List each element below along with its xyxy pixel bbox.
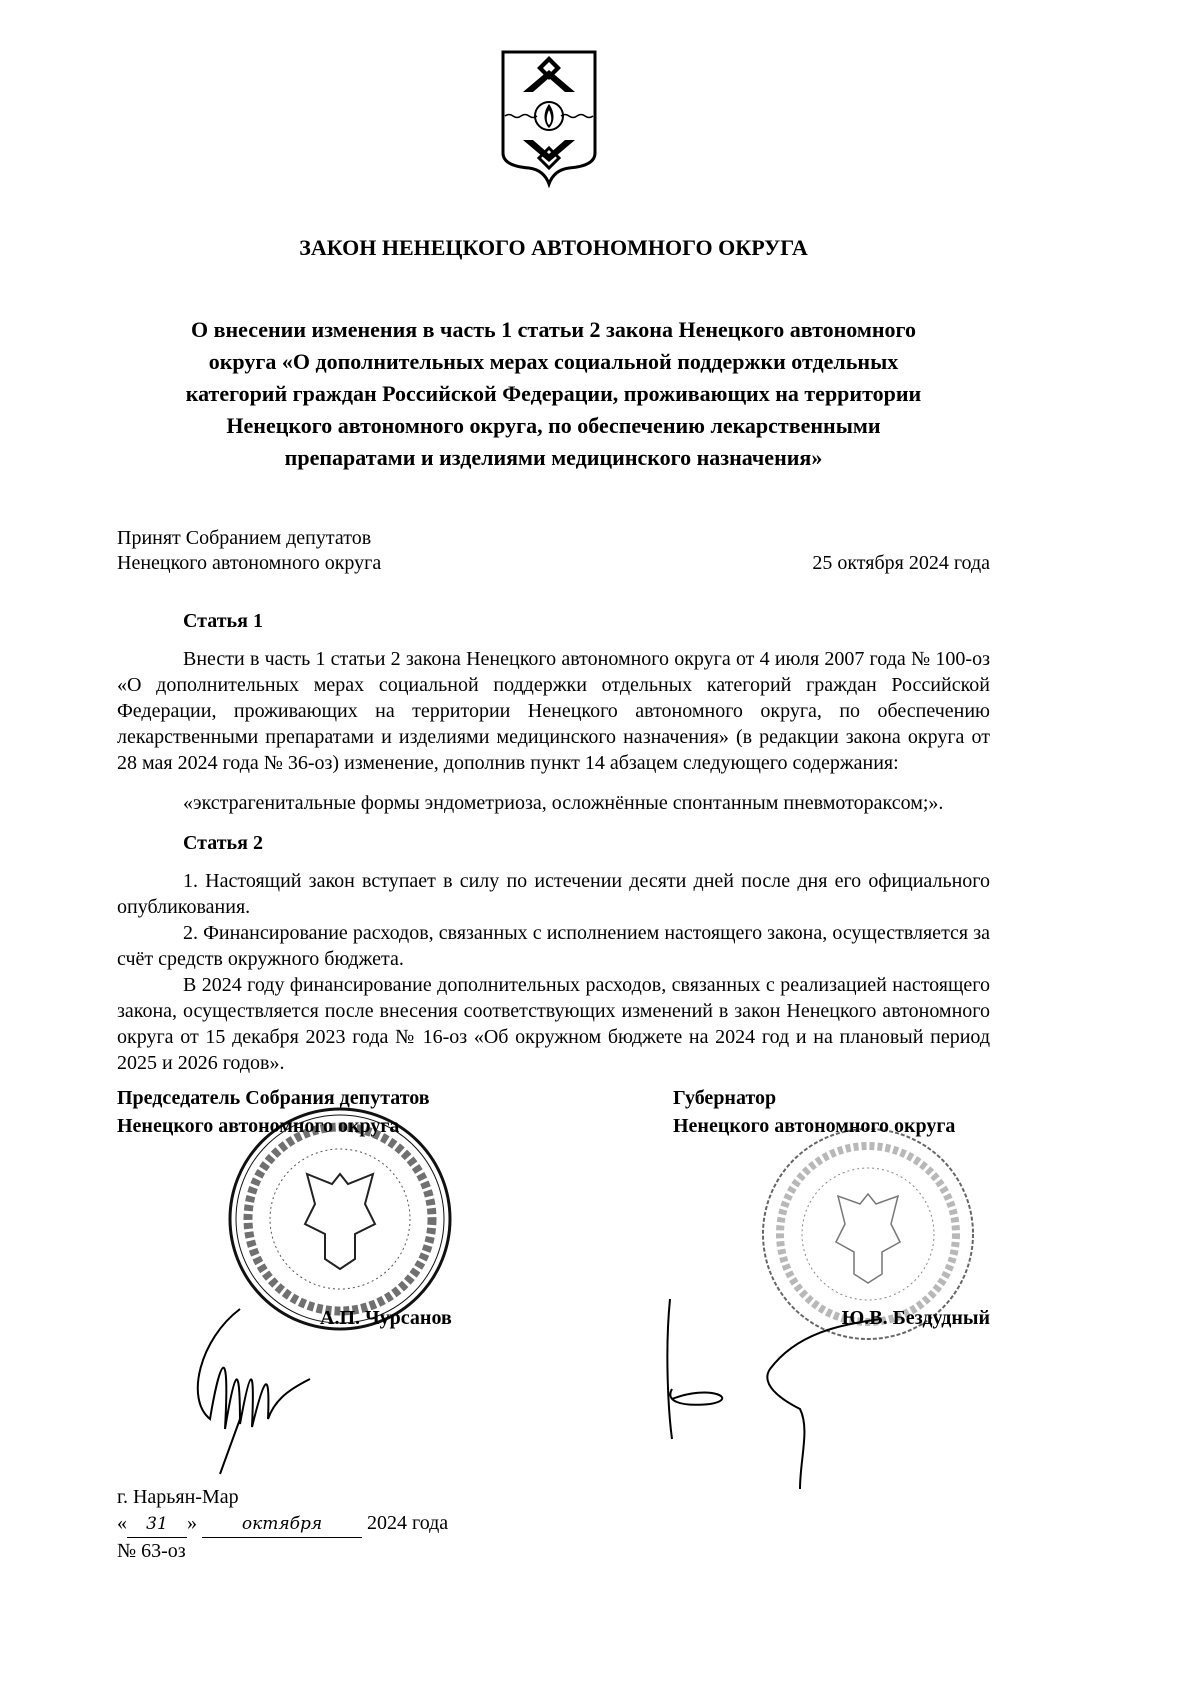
signatures-area — [117, 1084, 990, 1414]
city: г. Нарьян-Мар — [117, 1486, 239, 1508]
adoption-info — [117, 526, 990, 576]
article-2-heading: Статья 2 — [183, 832, 263, 854]
subtitle-line: Ненецкого автономного округа, по обеспечению лекарственными — [226, 413, 881, 438]
article-1-quote: «экстрагенитальные формы эндометриоза, осложнённые спонтанным пневмотораксом;». — [183, 792, 944, 814]
adoption-date: 25 октября 2024 года — [812, 552, 990, 574]
signatory-title-line: Председатель Собрания депутатов — [117, 1087, 430, 1109]
document-body — [117, 0, 990, 1564]
adoption-line: Ненецкого автономного округа — [117, 552, 382, 574]
subtitle-line: категорий граждан Российской Федерации, проживающих на территории — [185, 381, 922, 406]
signatory-title-line: Ненецкого автономного округа — [117, 1115, 400, 1137]
left-signatory-title — [117, 1084, 430, 1140]
coat-of-arms-emblem — [499, 48, 599, 188]
article-2-paragraph: 1. Настоящий закон вступает в силу по истечении десяти дней после дня его официального опубликования. — [117, 870, 990, 918]
subtitle-line: О внесении изменения в часть 1 статьи 2 закона Ненецкого автономного — [191, 317, 916, 342]
handwritten-day: 31 — [127, 1511, 187, 1538]
right-signatory-name: Ю.В. Бездудный — [841, 1307, 990, 1329]
adoption-line: Принят Собранием депутатов — [117, 527, 372, 549]
adoption-body — [117, 526, 381, 576]
subtitle-line: препаратами и изделиями медицинского назначения» — [284, 445, 823, 470]
article-1-heading: Статья 1 — [183, 610, 263, 632]
signing-place-date — [117, 1484, 990, 1564]
article-2-text — [117, 868, 990, 1076]
emblem-container — [112, 48, 985, 194]
law-title: ЗАКОН НЕНЕЦКОГО АВТОНОМНОГО ОКРУГА — [299, 235, 808, 260]
handwritten-month: октября — [202, 1511, 362, 1538]
signatory-title-line: Губернатор — [673, 1087, 777, 1109]
left-handwritten-signature — [180, 1299, 340, 1479]
article-2-paragraph: В 2024 году финансирование дополнительных расходов, связанных с реализацией настоящего закона, осуществляется после внесения соответствующих изменений в закон Ненецкого автономного округа от 15 декабря 2023 года № 16-оз «Об окружном бюджете на 2024 год и на плановый период 2025 и 2026 годов». — [117, 974, 990, 1074]
article-1-text: Внести в часть 1 статьи 2 закона Ненецкого автономного округа от 4 июля 2007 года № 100-оз «О дополнительных мерах социальной поддержки отдельных категорий граждан Российской Федерации, проживающих на территории Ненецкого автономного округа, по обеспечению лекарственными препаратами и изделиями медицинского назначения» (в редакции закона округа от 28 мая 2024 года № 36-оз) изменение, дополнив пункт 14 абзацем следующего содержания: — [117, 648, 990, 774]
law-subtitle — [117, 314, 990, 474]
year: 2024 года — [367, 1512, 449, 1534]
right-signatory-title — [673, 1084, 955, 1140]
article-2-paragraph: 2. Финансирование расходов, связанных с исполнением настоящего закона, осуществляется за счёт средств окружного бюджета. — [117, 922, 990, 970]
signing-date: « 31 » октября 2024 года — [117, 1510, 990, 1538]
left-signatory-name: А.П. Чурсанов — [320, 1307, 452, 1329]
signatory-title-line: Ненецкого автономного округа — [673, 1115, 956, 1137]
subtitle-line: округа «О дополнительных мерах социальной поддержки отдельных — [208, 349, 899, 374]
law-number: № 63-оз — [117, 1540, 186, 1562]
